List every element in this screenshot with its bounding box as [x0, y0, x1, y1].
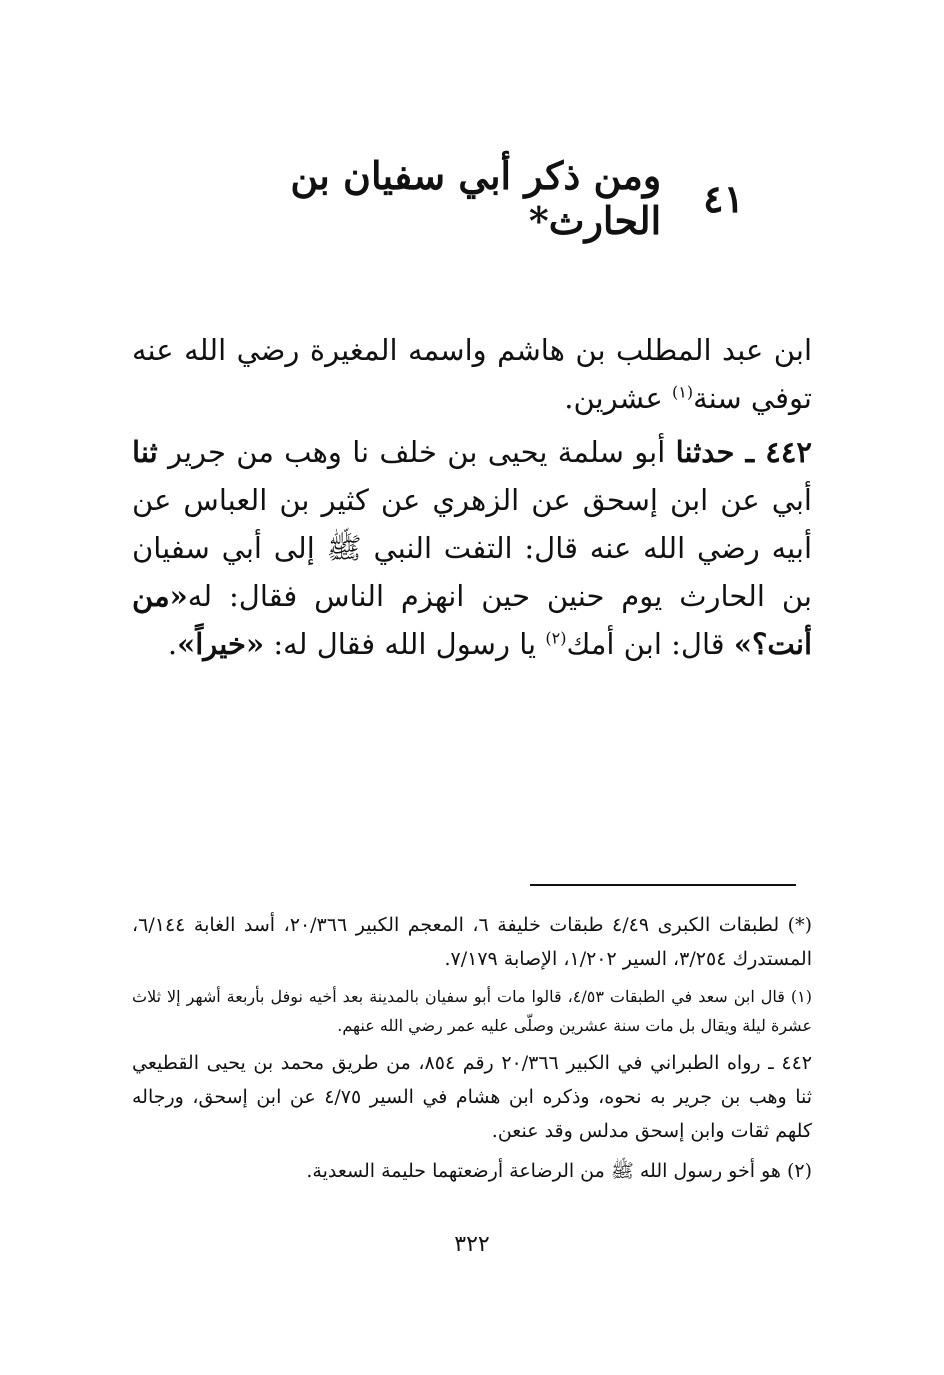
intro-text-end: عشرين.	[564, 381, 672, 415]
hadith-text: أبي عن ابن إسحق عن الزهري عن كثير بن العباس عن أبيه رضي الله عنه قال: التفت النبي ﷺ إلى أبي سفيان بن الحارث يوم حنين حين انهزم الناس فقال: له	[132, 483, 812, 613]
hadith-lead: حدثنا	[675, 435, 735, 469]
hadith-quote: «من أنت؟»	[132, 579, 812, 661]
footnote-ref-1: (١)	[672, 382, 694, 402]
page-number: ٣٢٢	[454, 1232, 490, 1257]
footnote-ref-2: (٢)	[545, 628, 567, 648]
footnote-divider	[530, 884, 796, 886]
chapter-number: ٤١	[703, 175, 744, 221]
hadith-separator: ـ	[734, 435, 766, 469]
intro-paragraph	[132, 326, 812, 422]
intro-text: ابن عبد المطلب بن هاشم واسمه المغيرة رضي الله عنه توفي سنة	[132, 333, 812, 415]
hadith-text: يا رسول الله فقال له:	[264, 627, 546, 661]
hadith-quote: «خيراً»	[177, 627, 265, 661]
footnote-star: (*) لطبقات الكبرى ٤/٤٩ طبقات خليفة ٦، المعجم الكبير ٢٠/٣٦٦، أسد الغابة ٦/١٤٤، المستدرك ٣/٢٥٤، السير ١/٢٠٢، الإصابة ٧/١٧٩.	[132, 914, 812, 970]
hadith-text: أبو سلمة يحيى بن خلف نا وهب من جرير	[157, 435, 676, 469]
chapter-heading	[200, 153, 744, 243]
footnotes	[132, 908, 812, 1194]
hadith-thana: ثنا	[132, 435, 158, 469]
hadith-text: .	[167, 627, 178, 661]
footnote-2: (٢) هو أخو رسول الله ﷺ من الرضاعة أرضعتهما حليمة السعدية.	[306, 1160, 812, 1182]
hadith-number: ٤٤٢	[765, 435, 812, 469]
footnote-1: (١) قال ابن سعد في الطبقات ٤/٥٣، قالوا مات أبو سفيان بالمدينة بعد أخيه نوفل بأربعة أشهر إلا ثلاث عشرة ليلة ويقال بل مات سنة عشرين وصلّى عليه عمر رضي الله عنهم.	[132, 987, 812, 1035]
hadith-paragraph	[132, 428, 812, 668]
chapter-title: ومن ذكر أبي سفيان بن الحارث*	[290, 153, 662, 243]
hadith-text: قال: ابن أمك	[566, 627, 734, 661]
footnote-hadith: ٤٤٢ ـ رواه الطبراني في الكبير ٢٠/٣٦٦ رقم ٨٥٤، من طريق محمد بن يحيى القطيعي ثنا وهب بن جرير به نحوه، وذكره ابن هشام في السير ٤/٧٥ عن ابن إسحق، ورجاله كلهم ثقات وابن إسحق مدلس وقد عنعن.	[132, 1052, 813, 1142]
